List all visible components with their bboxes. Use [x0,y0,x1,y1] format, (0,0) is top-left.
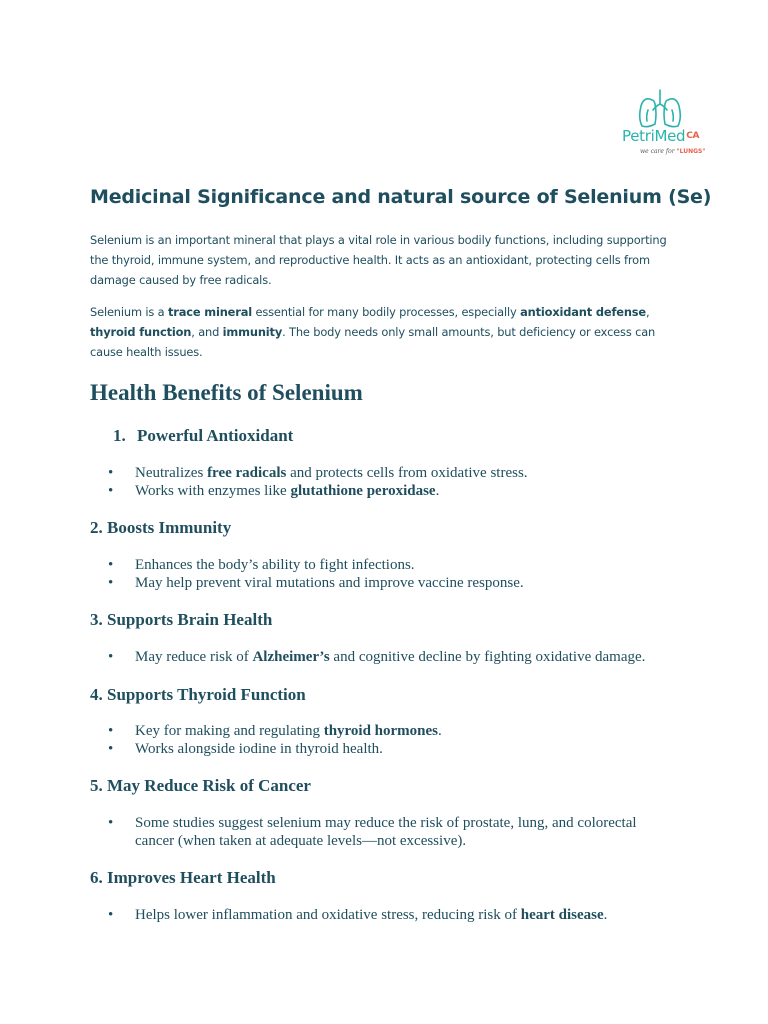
bullet-icon: • [108,483,114,499]
bold-run: trace mineral [167,305,253,319]
bold-run: immunity [222,325,283,339]
logo-brand: PetriMed [622,127,686,145]
list-item [108,722,668,740]
list-item [108,906,668,924]
intro-paragraph-1: Selenium is an important mineral that plays a vital role in various bodily functions, including supporting the thyroid, immune system, and reproductive health. It acts as an antioxidant, protecting cells from damage caused by free radicals. [90,233,667,287]
bullet-list-6 [108,906,668,924]
text-run: , and [191,325,223,339]
text-run: Selenium is a [90,305,168,319]
bullet-icon: • [108,465,114,481]
text-run: . The body needs only small amounts, but deficiency or excess can cause health issues. [90,325,656,359]
text-run: and protects cells from oxidative stress. [286,465,528,481]
section-heading-1 [113,426,293,446]
list-item [108,648,668,666]
list-item [108,574,668,592]
section-heading-2: 2. Boosts Immunity [90,518,232,537]
petrimed-logo [610,88,710,160]
bullet-icon: • [108,649,114,665]
list-item [108,482,668,500]
section-heading-4: 4. Supports Thyroid Function [90,685,306,704]
text-run: , [646,305,650,319]
bullet-list-1 [108,464,668,500]
text-run: Some studies suggest selenium may reduce the risk of prostate, lung, and colorectal cancer (when taken at adequate levels—not excessive). [135,815,637,849]
bold-run: thyroid hormones [323,723,439,739]
logo-suffix: CA [686,131,700,141]
text-run: . [435,483,440,499]
bullet-icon: • [108,575,114,591]
section-heading-6: 6. Improves Heart Health [90,868,276,887]
text-run: Key for making and regulating [135,723,324,739]
bold-run: glutathione peroxidase [290,483,436,499]
text-run: and cognitive decline by fighting oxidative damage. [329,649,646,665]
bold-run: free radicals [207,465,287,481]
section-heading-5: 5. May Reduce Risk of Cancer [90,776,311,795]
benefits-heading: Health Benefits of Selenium [90,380,363,405]
text-run: Works alongside iodine in thyroid health. [135,741,383,757]
logo-tagline-prefix: we care for [640,148,675,155]
bold-run: thyroid function [90,325,192,339]
bullet-list-2 [108,556,668,592]
logo-wordmark [622,127,699,145]
list-item [108,556,668,574]
bullet-icon: • [108,557,114,573]
bold-run: antioxidant defense [520,305,647,319]
bullet-icon: • [108,815,114,831]
bullet-list-5 [108,814,648,850]
lungs-icon [610,88,710,130]
list-item [108,464,668,482]
text-run: Works with enzymes like [135,483,291,499]
bullet-icon: • [108,723,114,739]
logo-tagline-emphasis: "LUNGS" [676,148,706,155]
text-run: essential for many bodily processes, especially [252,305,521,319]
bold-run: Alzheimer’s [252,649,330,665]
bullet-icon: • [108,741,114,757]
text-run: . [603,907,608,923]
bullet-list-4 [108,722,668,758]
logo-tagline [640,148,706,155]
bullet-list-3 [108,648,668,666]
text-run: Enhances the body’s ability to fight infections. [135,557,415,573]
section-heading-3: 3. Supports Brain Health [90,610,273,629]
text-run: May help prevent viral mutations and improve vaccine response. [135,575,524,591]
bold-run: heart disease [520,907,604,923]
text-run: Neutralizes [135,465,208,481]
text-run: May reduce risk of [135,649,253,665]
list-item [108,814,648,850]
section-heading-text: Powerful Antioxidant [137,426,294,445]
intro-paragraph-2 [90,302,680,362]
bullet-icon: • [108,907,114,923]
list-item [108,740,668,758]
text-run: . [438,723,442,739]
document-title: Medicinal Significance and natural source of Selenium (Se) [90,186,712,208]
section-number: 1. [113,426,126,445]
text-run: Helps lower inflammation and oxidative stress, reducing risk of [135,907,521,923]
